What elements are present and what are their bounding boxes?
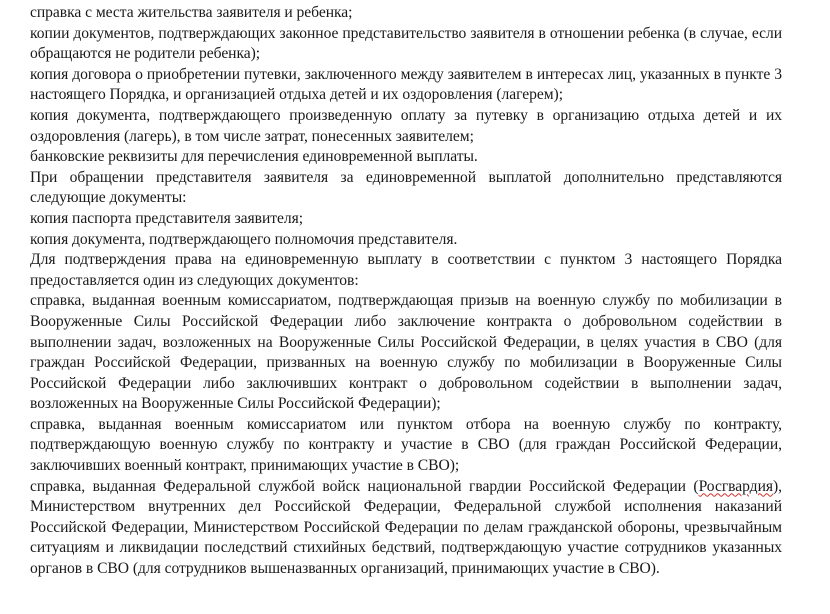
paragraph-voucher-contract: копия договора о приобретении путевки, заключенного между заявителем в интересах лиц, указанных в пункте 3 настоящего Порядка, и организацией отдыха детей и их оздоровления (лагерем); — [30, 65, 782, 104]
paragraph-representative-authority: копия документа, подтверждающего полномочия представителя. — [30, 230, 458, 248]
paragraph-bank-details: банковские реквизиты для перечисления единовременной выплаты. — [30, 148, 478, 166]
paragraph-residence-certificate: справка с места жительства заявителя и ребенка; — [30, 4, 353, 21]
paragraph-payment-proof: копия документа, подтверждающего произведенную оплату за путевку в организацию отдыха детей и их оздоровления (лагерь), в том числе затрат, понесенных заявителем; — [30, 106, 782, 145]
spell-error-word[interactable]: Росгвардия — [698, 477, 773, 495]
agency-text-before: справка, выданная Федеральной службой войск национальной гвардии Российской Федерации ( — [30, 477, 699, 495]
paragraph-agency-certificate — [30, 477, 782, 580]
paragraph-representative-passport: копия паспорта представителя заявителя; — [30, 209, 304, 227]
document-body — [30, 3, 782, 580]
paragraph-representative-intro: При обращении представителя заявителя за единовременной выплатой дополнительно представляются следующие документы: — [30, 168, 782, 207]
agency-text-after: ), Министерством внутренних дел Российской Федерации, Федеральной службой исполнения наказаний Российской Федерации, Министерством Российской Федерации по делам гражданской обороны, чрезвычайным ситуациям и ликвидации последствий стихийных бедствий, подтверждающую участие сотрудников указанных органов в СВО (для сотрудников вышеназванных организаций, принимающих участие в СВО). — [30, 477, 782, 578]
paragraph-contract-certificate: справка, выданная военным комиссариатом или пунктом отбора на военную службу по контракту, подтверждающую военную службу по контракту и участие в СВО (для граждан Российской Федерации, заключивших военный контракт, принимающих участие в СВО); — [30, 415, 782, 475]
paragraph-representation-documents: копии документов, подтверждающих законное представительство заявителя в отношении ребенка (в случае, если обращаются не родители ребенка); — [30, 24, 782, 63]
paragraph-mobilization-certificate: справка, выданная военным комиссариатом, подтверждающая призыв на военную службу по мобилизации в Вооруженные Силы Российской Федерации либо заключение контракта о добровольном содействии в выполнении задач, возложенных на Вооруженные Силы Российской Федерации, в целях участия в СВО (для граждан Российской Федерации, призванных на военную службу по мобилизации в Вооруженные Силы Российской Федерации либо заключивших контракт о добровольном содействии в выполнении задач, возложенных на Вооруженные Силы Российской Федерации); — [30, 292, 782, 413]
paragraph-eligibility-intro: Для подтверждения права на единовременную выплату в соответствии с пунктом 3 настоящего Порядка предоставляется один из следующих документов: — [30, 251, 782, 289]
